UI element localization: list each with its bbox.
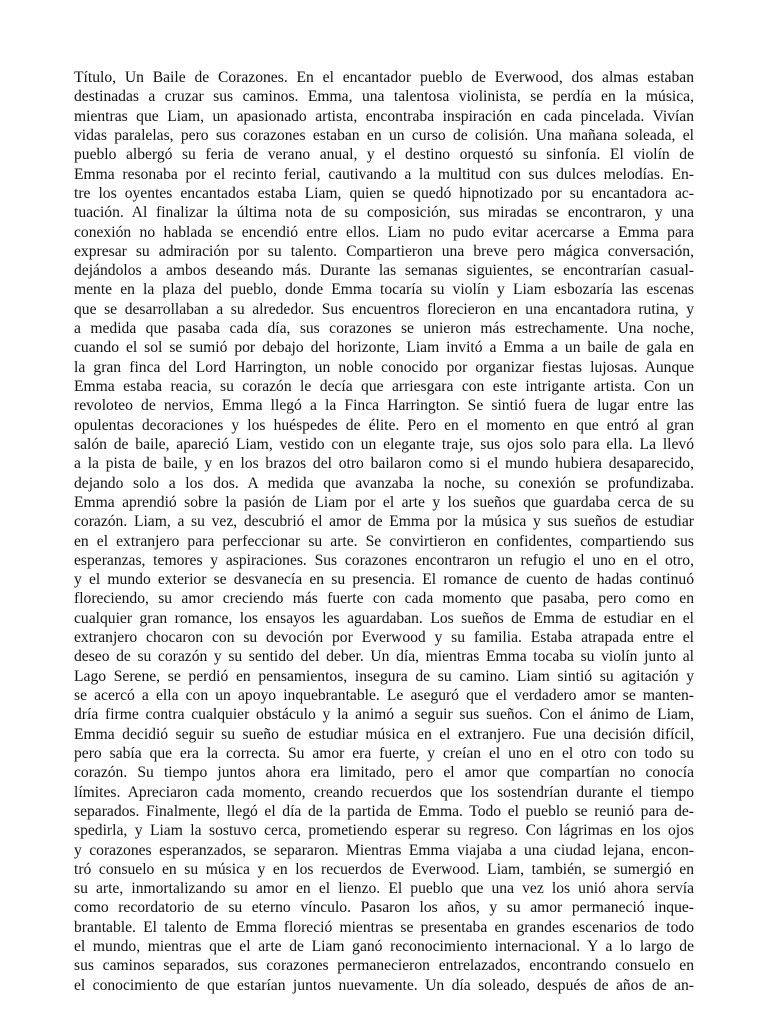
text-line: la gran finca del Lord Harrington, un noble conocido por organizar fiestas lujosas. Aunque [74, 358, 694, 376]
text-line: dejándolos a ambos deseando más. Durante las semanas siguientes, se encontrarían casual- [74, 262, 694, 280]
text-line: se acercó a ella con un apoyo inquebrantable. Le aseguró que el verdadero amor se manten- [74, 687, 694, 704]
text-line: vidas paralelas, pero sus corazones estaban en un curso de colisión. Una mañana soleada, el [74, 126, 694, 144]
text-line: Emma aprendió sobre la pasión de Liam por el arte y los sueños que guardaba cerca de su [74, 493, 694, 511]
text-line: Título, Un Baile de Corazones. En el encantador pueblo de Everwood, dos almas estaban [74, 69, 694, 86]
text-line: como recordatorio de su eterno vínculo. Pasaron los años, y su amor permaneció inque- [74, 899, 694, 917]
text-line: extranjero chocaron con su devoción por Everwood y su familia. Estaba atrapada entre el [74, 629, 694, 647]
text-line: salón de baile, apareció Liam, vestido con un elegante traje, sus ojos solo para ella. La llevó [74, 435, 694, 453]
text-line: corazón. Su tiempo juntos ahora era limitado, pero el amor que compartían no conocía [74, 764, 694, 782]
text-line: pero sabía que era la correcta. Su amor era fuerte, y creían el uno en el otro con todo su [74, 744, 694, 762]
text-line: su arte, inmortalizando su amor en el lienzo. El pueblo que una vez los unió ahora servía [74, 880, 694, 898]
text-line: spedirla, y Liam la sostuvo cerca, prometiendo esperar su regreso. Con lágrimas en los ojos [74, 822, 694, 840]
text-line: tre los oyentes encantados estaba Liam, quien se quedó hipnotizado por su encantadora ac- [74, 184, 694, 202]
text-line: opulentas decoraciones y los huéspedes de élite. Pero en el momento en que entró al gran [74, 416, 694, 434]
text-line: Emma decidió seguir su sueño de estudiar música en el extranjero. Fue una decisión difícil, [74, 725, 694, 743]
text-line: dría firme contra cualquier obstáculo y la animó a seguir sus sueños. Con el ánimo de Liam, [74, 706, 694, 724]
text-line: cualquier gran romance, los ensayos les aguardaban. Los sueños de Emma de estudiar en el [74, 609, 694, 627]
text-line: sus caminos separados, sus corazones permanecieron entrelazados, encontrando consuelo en [74, 957, 694, 975]
text-line: separados. Finalmente, llegó el día de la partida de Emma. Todo el pueblo se reunió para de- [74, 802, 694, 820]
text-line: y el mundo exterior se desvanecía en su presencia. El romance de cuento de hadas continuó [74, 571, 694, 589]
body-text [74, 68, 694, 995]
text-line: tuación. Al finalizar la última nota de su composición, sus miradas se encontraron, y una [74, 204, 694, 222]
text-line: deseo de su corazón y su sentido del deber. Un día, mientras Emma tocaba su violín junto al [74, 648, 694, 666]
text-line: pueblo albergó su feria de verano anual, y el destino orquestó su sinfonía. El violín de [74, 146, 694, 164]
text-line: corazón. Liam, a su vez, descubrió el amor de Emma por la música y sus sueños de estudiar [74, 513, 694, 531]
text-line: destinadas a cruzar sus caminos. Emma, una talentosa violinista, se perdía en la música, [74, 88, 694, 106]
text-line: cuando el sol se sumió por debajo del horizonte, Liam invitó a Emma a un baile de gala en [74, 339, 694, 357]
text-line: Emma resonaba por el recinto ferial, cautivando a la multitud con sus dulces melodías. En- [74, 165, 694, 183]
text-line: mente en la plaza del pueblo, donde Emma tocaría su violín y Liam esbozaría las escenas [74, 281, 694, 299]
text-line: Emma estaba reacia, su corazón le decía que arriesgara con este intrigante artista. Con un [74, 378, 694, 395]
text-line: revoloteo de nervios, Emma llegó a la Finca Harrington. Se sintió fuera de lugar entre las [74, 397, 694, 415]
text-line: tró consuelo en su música y en los recuerdos de Everwood. Liam, también, se sumergió en [74, 860, 694, 878]
text-line: a la pista de baile, y en los brazos del otro bailaron como si el mundo hubiera desaparecido, [74, 455, 694, 473]
text-line: y corazones esperanzados, se separaron. Mientras Emma viajaba a una ciudad lejana, encon- [74, 841, 694, 859]
text-line: el mundo, mientras que el arte de Liam ganó reconocimiento internacional. Y a lo largo de [74, 938, 694, 956]
text-line: en el extranjero para perfeccionar su arte. Se convirtieron en confidentes, compartiendo sus [74, 532, 694, 550]
text-line: floreciendo, su amor creciendo más fuerte con cada momento que pasaba, pero como en [74, 590, 694, 608]
text-line: a medida que pasaba cada día, sus corazones se unieron más estrechamente. Una noche, [74, 320, 694, 338]
text-line: límites. Apreciaron cada momento, creando recuerdos que los sostendrían durante el tiempo [74, 783, 694, 801]
text-line: que se desarrollaban a su alrededor. Sus encuentros florecieron en una encantadora rutina, y [74, 300, 694, 318]
text-line: mientras que Liam, un apasionado artista, encontraba inspiración en cada pincelada. Vivían [74, 107, 694, 125]
text-line: Lago Serene, se perdió en pensamientos, insegura de su camino. Liam sintió su agitación y [74, 667, 694, 685]
text-line: brantable. El talento de Emma floreció mientras se presentaba en grandes escenarios de todo [74, 918, 694, 936]
text-line: dejando solo a los dos. A medida que avanzaba la noche, su conexión se profundizaba. [74, 474, 694, 492]
text-line: expresar su admiración por su talento. Compartieron una breve pero mágica conversación, [74, 242, 694, 260]
text-line: el conocimiento de que estarían juntos nuevamente. Un día soleado, después de años de an- [74, 976, 694, 994]
text-line: esperanzas, temores y aspiraciones. Sus corazones encontraron un refugio el uno en el otro, [74, 551, 694, 569]
text-line: conexión no hablada se encendió entre ellos. Liam no pudo evitar acercarse a Emma para [74, 223, 694, 241]
